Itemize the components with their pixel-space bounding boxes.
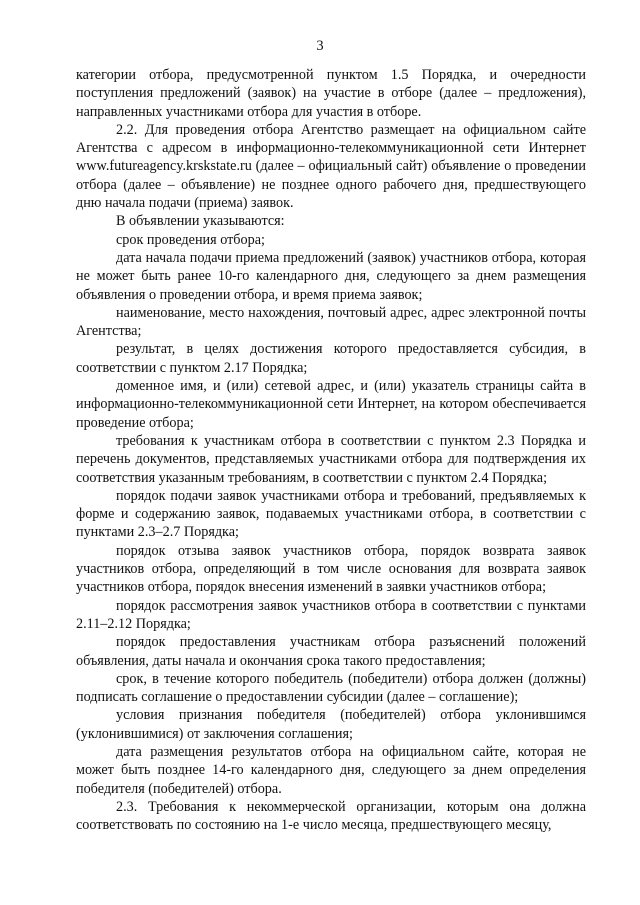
list-item-agency-address: наименование, место нахождения, почтовый адрес, адрес электронной почты Агентства; <box>76 304 586 340</box>
list-item-domain-name: доменное имя, и (или) сетевой адрес, и (или) указатель страницы сайта в информационно-телекоммуникационной сети Интернет, на котором обеспечивается проведение отбора; <box>76 378 586 431</box>
paragraph-announcement-intro: В объявлении указываются: <box>116 213 285 230</box>
list-item-clarifications: порядок предоставления участникам отбора разъяснений положений объявления, даты начала и окончания срока такого предоставления; <box>76 634 586 669</box>
list-item-withdrawal-procedure: порядок отзыва заявок участников отбора, порядок возврата заявок участников отбора, определяющий в том числе основания для возврата заявок участников отбора, порядок внесения изменений в заявки участников отбора; <box>76 542 586 596</box>
list-item-evasion-conditions: условия признания победителя (победителей) отбора уклонившимся (уклонившимися) от заключения соглашения; <box>76 707 586 742</box>
list-item-result: результат, в целях достижения которого предоставляется субсидия, в соответствии с пунктом 2.17 Порядка; <box>76 341 586 376</box>
document-body <box>76 66 586 834</box>
list-item-start-date: дата начала подачи приема предложений (заявок) участников отбора, которая не может быть ранее 10-го календарного дня, следующего за днем размещения объявления о проведении отбора, и время приема заявок; <box>76 249 586 303</box>
list-item-participant-requirements: требования к участникам отбора в соответствии с пунктом 2.3 Порядка и перечень документов, представляемых участниками отбора для подтверждения их соответствия указанным требованиям, в соответствии с пунктом 2.4 Порядка; <box>76 432 586 486</box>
paragraph-2-2: 2.2. Для проведения отбора Агентство размещает на официальном сайте Агентства с адресом в информационно-телекоммуникационной сети Интернет www.futureagency.krskstate.ru (далее – официальный сайт) объявление о проведении отбора (далее – объявление) не позднее одного рабочего дня, предшествующего дню начала подачи (приема) заявок. <box>76 121 586 212</box>
paragraph-continuation: категории отбора, предусмотренной пунктом 1.5 Порядка, и очередности поступления предложений (заявок) на участие в отборе (далее – предложения), направленных участниками отбора для участия в отборе. <box>76 67 586 120</box>
list-item-signing-deadline: срок, в течение которого победитель (победители) отбора должен (должны) подписать соглашение о предоставлении субсидии (далее – соглашение); <box>76 670 586 706</box>
list-item-selection-period: срок проведения отбора; <box>116 231 265 248</box>
page-number: 3 <box>316 38 324 54</box>
paragraph-2-3: 2.3. Требования к некоммерческой организации, которым она должна соответствовать по состоянию на 1-е число месяца, предшествующего месяцу, <box>76 798 586 834</box>
list-item-review-procedure: порядок рассмотрения заявок участников отбора в соответствии с пунктами 2.11–2.12 Порядка; <box>76 597 586 632</box>
list-item-submission-procedure: порядок подачи заявок участниками отбора и требований, предъявляемых к форме и содержанию заявок, подаваемых участниками отбора, в соответствии с пунктами 2.3–2.7 Порядка; <box>76 487 586 541</box>
list-item-results-publication: дата размещения результатов отбора на официальном сайте, которая не может быть позднее 14-го календарного дня, следующего за днем определения победителя (победителей) отбора. <box>76 743 586 797</box>
